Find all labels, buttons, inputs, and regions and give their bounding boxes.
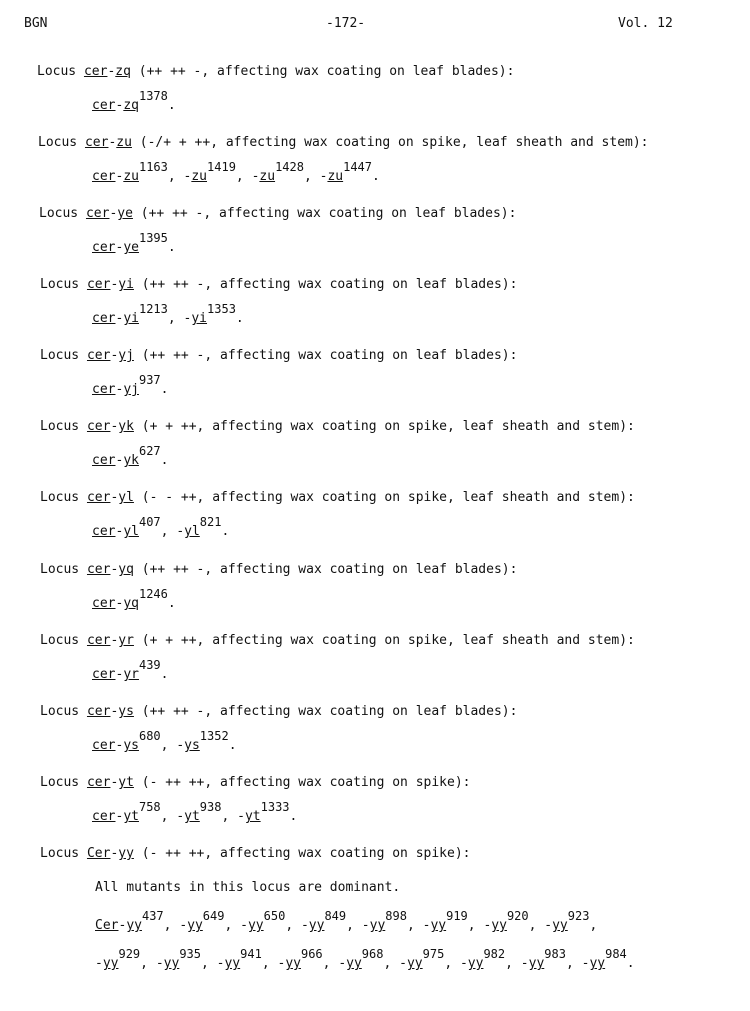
allele-prefix: - (176, 738, 185, 753)
locus-description: (++ ++ -, affecting wax coating on leaf blades): (132, 206, 517, 221)
allele-separator: , (201, 956, 217, 971)
allele-prefix: - (176, 809, 185, 824)
allele-symbol-b: yy (491, 918, 507, 933)
locus-heading (40, 775, 470, 790)
locus-label: Locus (40, 348, 87, 363)
allele-number: 1419 (207, 160, 236, 174)
locus-description: (- ++ ++, affecting wax coating on spike): (133, 846, 471, 861)
gene-dash: - (110, 633, 119, 648)
allele-separator: , (160, 524, 177, 539)
gene-dash: - (109, 206, 118, 221)
gene-symbol-b: yq (118, 562, 134, 577)
locus-heading (40, 419, 635, 434)
journal-abbrev: BGN (24, 16, 48, 31)
allele-number: 935 (179, 947, 201, 961)
allele-list (92, 302, 244, 326)
allele-prefix: - (399, 956, 407, 971)
allele-list (92, 231, 176, 255)
locus-description: (+ + ++, affecting wax coating on spike, leaf sheath and stem): (133, 633, 635, 648)
allele-number: 923 (567, 909, 590, 923)
allele-symbol-b: yq (123, 596, 139, 611)
allele-separator: . (167, 98, 176, 113)
allele-prefix: - (520, 956, 529, 971)
allele-separator: . (160, 667, 169, 682)
gene-symbol-b: yt (118, 775, 134, 790)
allele-list (92, 160, 380, 184)
locus-description: (- - ++, affecting wax coating on spike, leaf sheath and stem): (133, 490, 635, 505)
gene-symbol-a: cer (86, 775, 111, 790)
allele-symbol-b: yi (123, 311, 139, 326)
allele-symbol-b: yy (224, 956, 241, 971)
allele-symbol-b: yy (430, 918, 447, 933)
gene-dash: - (108, 135, 117, 150)
gene-symbol-b: ys (118, 704, 134, 719)
allele-prefix: - (237, 809, 245, 824)
allele-prefix: - (422, 918, 431, 933)
allele-symbol-b: yi (191, 311, 208, 326)
allele-number: 929 (118, 947, 141, 961)
locus-heading (40, 562, 517, 577)
locus-label: Locus (40, 419, 87, 434)
allele-prefix: - (95, 956, 103, 971)
allele-symbol-b: yk (123, 453, 139, 468)
allele-number: 821 (199, 515, 222, 529)
gene-dash: - (110, 348, 119, 363)
gene-symbol-b: ye (117, 206, 133, 221)
gene-dash: - (110, 846, 119, 861)
allele-number: 982 (483, 947, 506, 961)
allele-dash: - (115, 240, 124, 255)
allele-dash: - (118, 918, 127, 933)
allele-dash: - (115, 667, 124, 682)
allele-symbol-a: Cer (95, 918, 119, 933)
allele-separator: . (160, 382, 169, 397)
allele-dash: - (115, 382, 124, 397)
allele-dash: - (115, 738, 124, 753)
allele-symbol-b: yj (123, 382, 139, 397)
allele-dash: - (115, 596, 124, 611)
locus-heading (40, 846, 470, 861)
allele-prefix: - (155, 956, 164, 971)
allele-separator: , (444, 956, 460, 971)
allele-symbol-b: yy (102, 956, 119, 971)
gene-dash: - (110, 562, 119, 577)
allele-separator: , (261, 956, 278, 971)
locus-heading (40, 633, 635, 648)
allele-number: 937 (138, 373, 161, 387)
allele-dash: - (115, 169, 124, 184)
allele-number: 650 (263, 909, 286, 923)
allele-prefix: - (176, 524, 185, 539)
gene-dash: - (110, 490, 119, 505)
allele-separator: . (167, 596, 176, 611)
locus-description: (++ ++ -, affecting wax coating on leaf blades): (133, 348, 518, 363)
allele-symbol-b: yt (123, 809, 139, 824)
gene-symbol-a: cer (86, 704, 111, 719)
locus-description: (++ ++ -, affecting wax coating on leaf blades): (130, 64, 515, 79)
locus-heading (40, 704, 517, 719)
allele-separator: , (235, 169, 252, 184)
volume-label: Vol. 12 (618, 16, 673, 31)
allele-separator: , (224, 918, 241, 933)
allele-symbol-b: zu (191, 169, 208, 184)
gene-symbol-a: cer (84, 135, 109, 150)
gene-dash: - (107, 64, 116, 79)
allele-symbol-b: ys (184, 738, 200, 753)
allele-number: 898 (385, 909, 407, 923)
allele-symbol-b: yy (552, 918, 568, 933)
allele-prefix: - (300, 918, 309, 933)
allele-number: 1163 (138, 160, 168, 174)
allele-symbol-b: ys (123, 738, 139, 753)
allele-number: 984 (605, 947, 627, 961)
allele-separator: , (221, 809, 238, 824)
allele-list (92, 587, 176, 611)
allele-separator: , (383, 956, 400, 971)
allele-prefix: - (544, 918, 553, 933)
allele-list (95, 947, 635, 971)
gene-symbol-b: yj (118, 348, 134, 363)
gene-symbol-b: zq (115, 64, 131, 79)
allele-number: 938 (199, 800, 222, 814)
allele-separator: , (505, 956, 521, 971)
gene-dash: - (110, 419, 119, 434)
allele-number: 968 (361, 947, 384, 961)
allele-symbol-b: yr (123, 667, 139, 682)
gene-symbol-a: cer (86, 419, 111, 434)
page-number: -172- (326, 16, 366, 31)
allele-separator: . (289, 809, 298, 824)
allele-separator: , (322, 956, 339, 971)
allele-list (92, 800, 298, 824)
gene-symbol-b: yy (118, 846, 134, 861)
locus-label: Locus (38, 135, 85, 150)
allele-prefix: - (277, 956, 286, 971)
allele-symbol-a: cer (92, 524, 116, 539)
allele-symbol-b: yl (123, 524, 139, 539)
allele-prefix: - (459, 956, 468, 971)
allele-separator: . (372, 169, 380, 184)
allele-symbol-a: cer (92, 311, 116, 326)
allele-symbol-b: yy (528, 956, 545, 971)
allele-number: 1246 (138, 587, 168, 601)
allele-number: 1352 (199, 729, 229, 743)
allele-separator: , (160, 738, 177, 753)
allele-number: 1213 (138, 302, 168, 316)
allele-number: 1395 (138, 231, 168, 245)
allele-separator: , (565, 956, 582, 971)
locus-heading (40, 348, 517, 363)
locus-label: Locus (40, 775, 87, 790)
locus-label: Locus (40, 562, 87, 577)
allele-prefix: - (179, 918, 188, 933)
allele-separator: , (303, 169, 320, 184)
allele-separator: . (160, 453, 169, 468)
allele-symbol-b: zq (123, 98, 139, 113)
allele-number: 975 (422, 947, 445, 961)
allele-list (92, 89, 176, 113)
allele-number: 1447 (343, 160, 373, 174)
allele-separator: . (228, 738, 237, 753)
gene-symbol-b: zu (116, 135, 132, 150)
allele-symbol-b: yl (184, 524, 200, 539)
allele-symbol-a: cer (92, 382, 116, 397)
allele-symbol-a: cer (92, 809, 116, 824)
allele-number: 649 (202, 909, 225, 923)
allele-separator: . (235, 311, 244, 326)
allele-prefix: - (183, 169, 192, 184)
allele-prefix: - (251, 169, 260, 184)
allele-number: 1378 (138, 89, 168, 103)
allele-symbol-a: cer (92, 169, 116, 184)
allele-dash: - (115, 453, 124, 468)
allele-symbol-b: yy (308, 918, 325, 933)
allele-list (92, 444, 169, 468)
allele-symbol-b: yy (346, 956, 362, 971)
allele-dash: - (115, 524, 124, 539)
allele-symbol-a: cer (92, 667, 116, 682)
allele-separator: , (163, 918, 180, 933)
gene-symbol-a: cer (86, 348, 111, 363)
allele-symbol-b: yy (126, 918, 142, 933)
allele-number: 1428 (275, 160, 304, 174)
allele-separator: , (589, 918, 598, 933)
allele-symbol-b: zu (123, 169, 139, 184)
locus-description: (+ + ++, affecting wax coating on spike, leaf sheath and stem): (133, 419, 635, 434)
allele-symbol-b: yy (163, 956, 180, 971)
locus-label: Locus (40, 633, 87, 648)
locus-description: (++ ++ -, affecting wax coating on leaf blades): (133, 704, 518, 719)
allele-dash: - (115, 809, 124, 824)
allele-symbol-b: yt (184, 809, 200, 824)
allele-number: 407 (138, 515, 161, 529)
allele-symbol-b: zu (327, 169, 344, 184)
allele-separator: . (626, 956, 635, 971)
allele-symbol-a: cer (92, 98, 116, 113)
allele-symbol-b: yy (187, 918, 203, 933)
allele-number: 849 (324, 909, 347, 923)
allele-symbol-b: yt (244, 809, 261, 824)
locus-label: Locus (40, 704, 87, 719)
allele-separator: , (285, 918, 301, 933)
gene-dash: - (110, 775, 119, 790)
allele-symbol-a: cer (92, 240, 116, 255)
allele-symbol-b: zu (259, 169, 276, 184)
allele-number: 758 (138, 800, 161, 814)
gene-symbol-b: yi (118, 277, 134, 292)
gene-dash: - (110, 704, 119, 719)
allele-separator: , (167, 311, 184, 326)
allele-number: 983 (544, 947, 566, 961)
gene-symbol-a: cer (85, 206, 110, 221)
allele-symbol-b: yy (406, 956, 423, 971)
allele-prefix: - (216, 956, 225, 971)
gene-symbol-b: yk (118, 419, 134, 434)
allele-separator: , (160, 809, 177, 824)
allele-list (92, 515, 230, 539)
allele-symbol-b: yy (369, 918, 386, 933)
allele-number: 437 (141, 909, 164, 923)
gene-symbol-a: cer (86, 277, 111, 292)
allele-symbol-a: cer (92, 738, 116, 753)
allele-number: 439 (138, 658, 161, 672)
allele-list (92, 729, 237, 753)
locus-heading (40, 490, 635, 505)
allele-number: 1353 (207, 302, 236, 316)
allele-symbol-b: yy (467, 956, 484, 971)
gene-symbol-a: cer (86, 490, 111, 505)
locus-label: Locus (39, 206, 86, 221)
allele-number: 1333 (260, 800, 290, 814)
gene-symbol-a: Cer (86, 846, 111, 861)
gene-dash: - (110, 277, 119, 292)
allele-separator: , (467, 918, 484, 933)
gene-symbol-a: cer (86, 562, 111, 577)
allele-symbol-b: yy (589, 956, 606, 971)
allele-separator: , (346, 918, 362, 933)
locus-label: Locus (40, 277, 87, 292)
gene-symbol-b: yl (118, 490, 134, 505)
locus-description: (++ ++ -, affecting wax coating on leaf blades): (133, 562, 518, 577)
allele-number: 627 (138, 444, 161, 458)
gene-symbol-a: cer (86, 633, 111, 648)
allele-symbol-b: yy (285, 956, 301, 971)
allele-prefix: - (483, 918, 492, 933)
locus-heading (38, 135, 649, 150)
allele-number: 919 (446, 909, 468, 923)
locus-heading (39, 206, 516, 221)
locus-label: Locus (40, 846, 87, 861)
allele-prefix: - (183, 311, 192, 326)
allele-list (92, 658, 169, 682)
allele-symbol-b: ye (123, 240, 139, 255)
allele-separator: , (167, 169, 184, 184)
allele-symbol-a: cer (92, 453, 116, 468)
allele-dash: - (115, 311, 124, 326)
allele-prefix: - (338, 956, 347, 971)
locus-label: Locus (37, 64, 84, 79)
allele-number: 941 (240, 947, 262, 961)
allele-list (95, 909, 598, 933)
locus-heading (40, 277, 517, 292)
allele-dash: - (115, 98, 124, 113)
locus-heading (37, 64, 514, 79)
allele-prefix: - (361, 918, 370, 933)
locus-description: (- ++ ++, affecting wax coating on spike): (133, 775, 471, 790)
allele-symbol-b: yy (247, 918, 264, 933)
allele-separator: , (406, 918, 423, 933)
allele-number: 920 (506, 909, 529, 923)
locus-note: All mutants in this locus are dominant. (95, 880, 401, 895)
allele-prefix: - (581, 956, 590, 971)
allele-separator: . (167, 240, 176, 255)
allele-prefix: - (240, 918, 248, 933)
allele-list (92, 373, 169, 397)
allele-number: 966 (300, 947, 323, 961)
allele-separator: , (140, 956, 156, 971)
locus-label: Locus (40, 490, 87, 505)
allele-separator: , (528, 918, 545, 933)
allele-symbol-a: cer (92, 596, 116, 611)
gene-symbol-b: yr (118, 633, 134, 648)
gene-symbol-a: cer (83, 64, 108, 79)
locus-description: (++ ++ -, affecting wax coating on leaf blades): (133, 277, 518, 292)
allele-number: 680 (138, 729, 161, 743)
locus-description: (-/+ + ++, affecting wax coating on spike, leaf sheath and stem): (131, 135, 649, 150)
allele-prefix: - (319, 169, 328, 184)
allele-separator: . (221, 524, 230, 539)
